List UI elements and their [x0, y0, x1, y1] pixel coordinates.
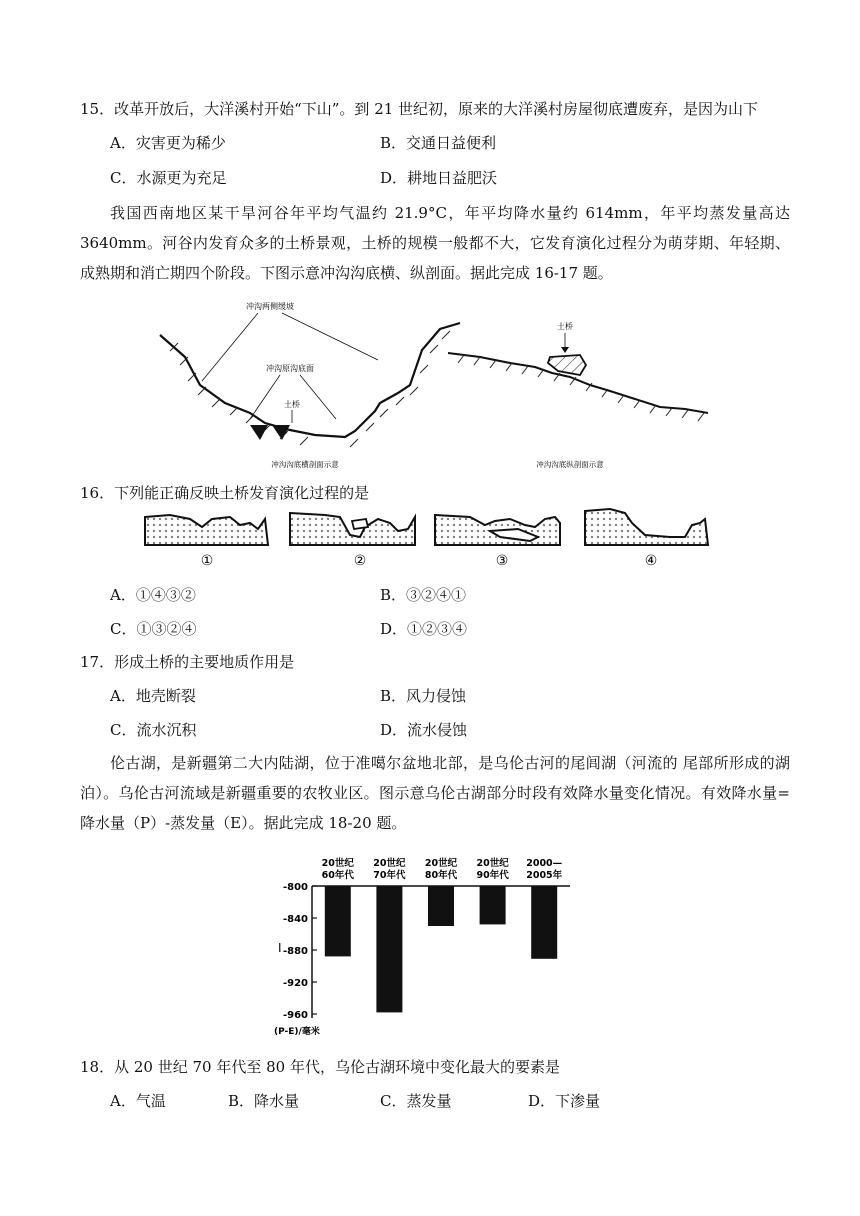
y-tick-label: -920	[282, 978, 308, 989]
q16-option-b: B．③②④①	[380, 586, 467, 604]
q18-option-a: A．气温	[110, 1092, 166, 1110]
q17-option-c: C．流水沉积	[110, 721, 197, 739]
q15-option-a: A．灾害更为稀少	[110, 134, 226, 152]
q15-stem: 15．改革开放后，大洋溪村开始“下山”。到 21 世纪初，原来的大洋溪村房屋彻底遭废弃，是因为山下	[80, 100, 759, 118]
stage-4-sketch	[585, 509, 708, 569]
y-axis-label: (P-E)/毫米	[274, 1027, 320, 1037]
axis-marker-i: I	[278, 941, 282, 955]
q16-option-c: C．①③②④	[110, 620, 197, 638]
category-label: 70年代	[373, 870, 406, 881]
stage-2-sketch	[290, 513, 415, 569]
y-tick-label: -960	[282, 1010, 308, 1021]
category-label: 20世纪	[476, 858, 509, 869]
category-label: 20世纪	[424, 858, 458, 869]
stage-label-3: ③	[495, 553, 509, 569]
bar-5	[531, 886, 557, 959]
cross-section-diagram	[158, 301, 460, 469]
passage-1: 我国西南地区某干旱河谷年平均气温约 21.9°C，年平均降水量约 614mm，年平均蒸发量高达 3640mm。河谷内发育众多的土桥景观，土桥的规模一般都不大，它发育演化过程分为萌芽期、年轻期、成熟期和消亡期四个阶段。下图示意冲沟沟底横、纵剖面。据此完成 16-17 题。	[80, 204, 790, 282]
caption-long-section: 冲沟沟底纵剖面示意	[536, 460, 604, 469]
passage-2: 伦古湖，是新疆第二大内陆湖，位于准噶尔盆地北部，是乌伦古河的尾闾湖（河流的 尾部所形成的湖泊）。乌伦古河流域是新疆重要的农牧业区。图示意乌伦古湖部分时段有效降水量变化情况。有效降水量=降水量（P）-蒸发量（E）。据此完成 18-20 题。	[80, 754, 790, 832]
caption-cross-section: 冲沟沟底横剖面示意	[271, 460, 339, 469]
stage-3-sketch	[435, 515, 560, 569]
stage-label-2: ②	[353, 553, 367, 569]
longitudinal-section-diagram	[448, 321, 708, 469]
bar-3	[428, 886, 454, 926]
stage-1-sketch	[145, 515, 268, 569]
category-label: 2005年	[526, 870, 563, 881]
bar-2	[376, 886, 402, 1012]
y-tick-label: -800	[282, 882, 308, 893]
label-gully-slopes: 冲沟两侧缓坡	[246, 302, 294, 311]
label-bridge-cross: 土桥	[284, 400, 300, 409]
q16-option-d: D．①②③④	[380, 620, 468, 638]
q15-option-c: C．水源更为充足	[110, 169, 227, 187]
gully-section-figure	[140, 295, 720, 475]
q17-option-a: A．地壳断裂	[110, 687, 196, 705]
bridge-stages-figure	[140, 505, 720, 571]
q18-option-c: C．蒸发量	[380, 1092, 452, 1110]
q15-option-b: B．交通日益便利	[380, 134, 497, 152]
category-label: 80年代	[424, 870, 458, 881]
bar-4	[480, 886, 506, 924]
effective-precipitation-chart	[270, 852, 590, 1042]
q18-stem: 18．从 20 世纪 70 年代至 80 年代，乌伦古湖环境中变化最大的要素是	[80, 1058, 560, 1076]
label-gully-floor: 冲沟原沟底面	[266, 364, 314, 373]
stage-label-1: ①	[200, 553, 214, 569]
q18-option-d: D．下渗量	[528, 1092, 601, 1110]
category-label: 20世纪	[321, 858, 354, 869]
q16-stem: 16．下列能正确反映土桥发育演化过程的是	[80, 484, 370, 502]
bar-1	[325, 886, 351, 956]
q15-option-d: D．耕地日益肥沃	[380, 169, 498, 187]
label-bridge-long: 土桥	[557, 322, 573, 331]
q18-option-b: B．降水量	[228, 1092, 300, 1110]
q17-option-b: B．风力侵蚀	[380, 687, 467, 705]
y-tick-label: -880	[282, 946, 308, 957]
q16-option-a: A．①④③②	[110, 586, 196, 604]
y-tick-label: -840	[282, 914, 308, 925]
stage-label-4: ④	[644, 553, 658, 569]
q17-stem: 17．形成土桥的主要地质作用是	[80, 653, 295, 671]
category-label: 2000—	[526, 858, 563, 869]
category-label: 90年代	[476, 870, 509, 881]
category-label: 20世纪	[373, 858, 406, 869]
category-label: 60年代	[321, 870, 354, 881]
q17-option-d: D．流水侵蚀	[380, 721, 468, 739]
